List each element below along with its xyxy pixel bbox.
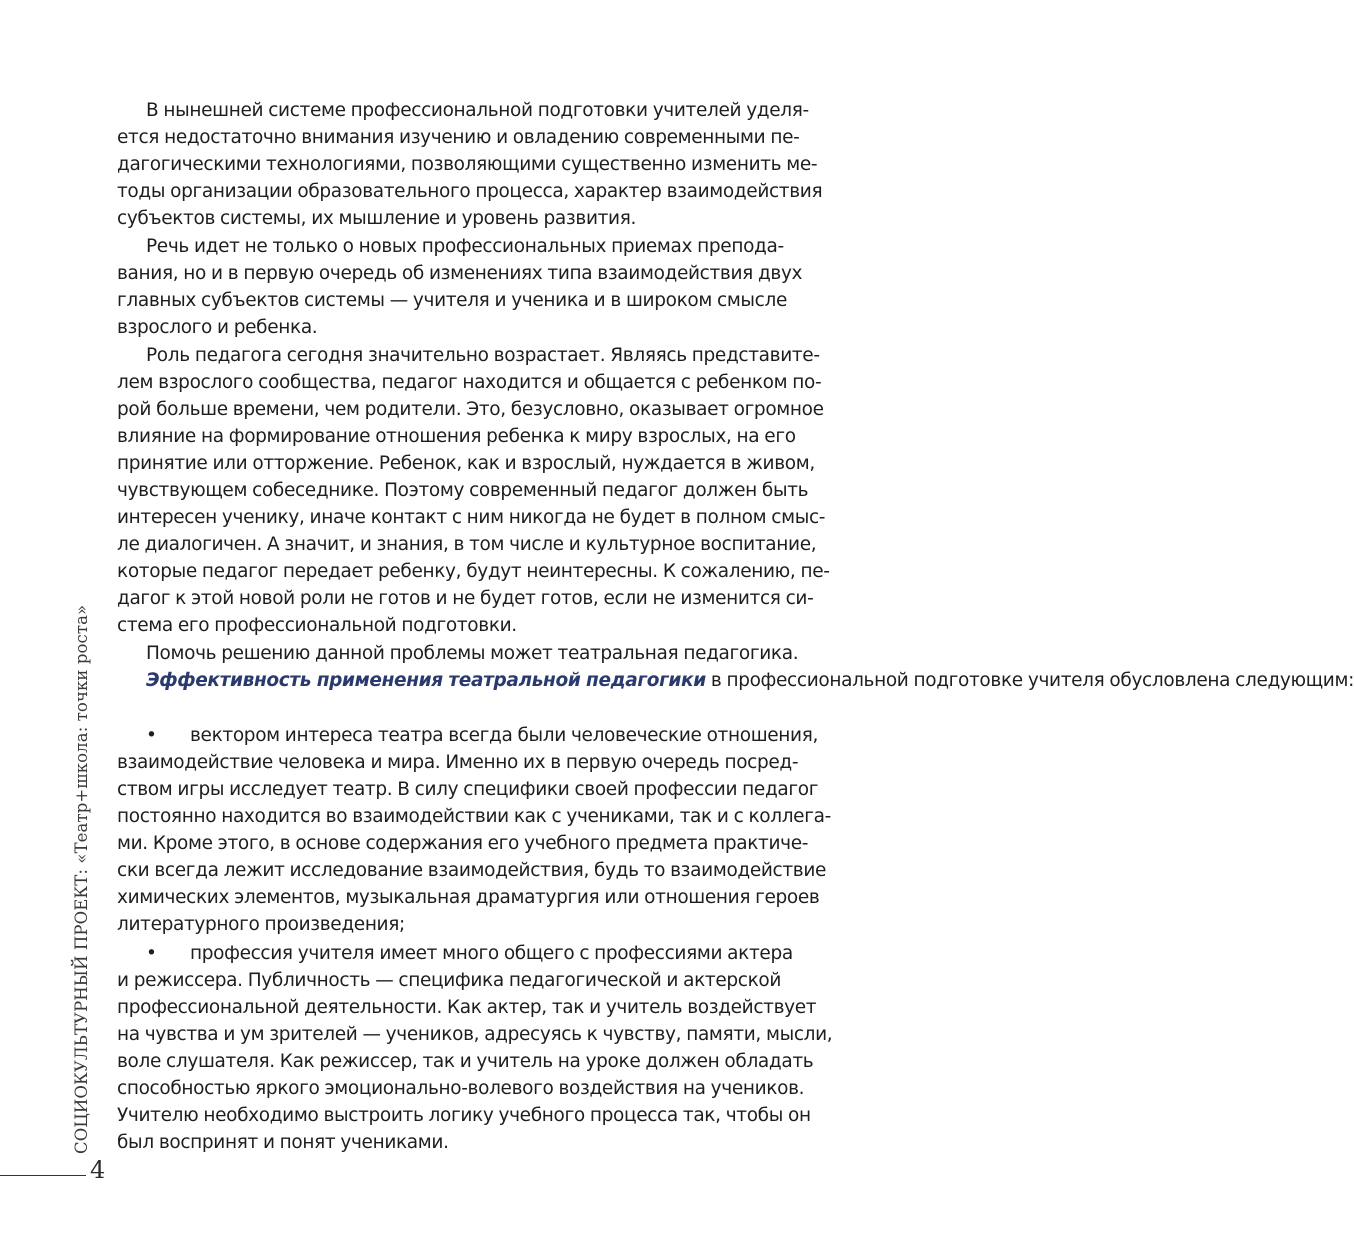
text-line: тоды организации образовательного процесса, характер взаимодействия: [117, 181, 823, 202]
text-line: Речь идет не только о новых профессиональных приемах препода-: [146, 236, 784, 257]
text-line: стема его профессиональной подготовки.: [117, 615, 517, 636]
text-line: был воспринят и понят учениками.: [117, 1132, 449, 1153]
text-line: химических элементов, музыкальная драматургия или отношения героев: [117, 887, 820, 908]
page-number: 4: [90, 1156, 106, 1184]
text-line: интересен ученику, иначе контакт с ним никогда не будет в полном смыс-: [117, 507, 826, 528]
text-line: лем взрослого сообщества, педагог находится и общается с ребенком по-: [117, 372, 822, 393]
text-line: воле слушателя. Как режиссер, так и учитель на уроке должен обладать: [117, 1051, 814, 1072]
text-line: ле диалогичен. А значит, и знания, в том числе и культурное воспитание,: [117, 534, 817, 555]
text-line: Учителю необходимо выстроить логику учебного процесса так, чтобы он: [117, 1105, 811, 1126]
text-line: В нынешней системе профессиональной подготовки учителей уделя-: [146, 100, 809, 121]
text-line: ством игры исследует театр. В силу специфики своей профессии педагог: [117, 779, 819, 800]
text-line: чувствующем собеседнике. Поэтому современный педагог должен быть: [117, 480, 809, 501]
text-line: вания, но и в первую очередь об изменениях типа взаимодействия двух: [117, 263, 803, 284]
emphasis-phrase: Эффективность применения театральной педагогики: [146, 670, 706, 691]
text-line: влияние на формирование отношения ребенка к миру взрослых, на его: [117, 426, 796, 447]
text-line: и режиссера. Публичность — специфика педагогической и актерской: [117, 970, 782, 991]
text-line: субъектов системы, их мышление и уровень развития.: [117, 208, 637, 229]
text-line: взаимодействие человека и мира. Именно их в первую очередь посред-: [117, 752, 799, 773]
text-line: ски всегда лежит исследование взаимодействия, будь то взаимодействие: [117, 860, 827, 881]
footer-rule: [0, 1175, 86, 1176]
text-line: принятие или отторжение. Ребенок, как и взрослый, нуждается в живом,: [117, 453, 815, 474]
text-line: которые педагог передает ребенку, будут неинтересны. К сожалению, пе-: [117, 561, 830, 582]
bullet-marker: •: [146, 725, 157, 746]
text-line: главных субъектов системы — учителя и ученика и в широком смысле: [117, 290, 788, 311]
text-line: взрослого и ребенка.: [117, 317, 318, 338]
text-line: профессия учителя имеет много общего с профессиями актера: [190, 943, 793, 964]
text-line: литературного произведения;: [117, 914, 405, 935]
text-line: Помочь решению данной проблемы может театральная педагогика.: [146, 643, 799, 664]
text-line: [146, 667, 1354, 694]
text-line: профессиональной деятельности. Как актер, так и учитель воздействует: [117, 997, 817, 1018]
text-line: Роль педагога сегодня значительно возрастает. Являясь представите-: [146, 345, 820, 366]
text-line: рой больше времени, чем родители. Это, безусловно, оказывает огромное: [117, 399, 824, 420]
text-line: ется недостаточно внимания изучению и овладению современными пе-: [117, 127, 800, 148]
text-line: дагог к этой новой роли не готов и не будет готов, если не изменится си-: [117, 588, 814, 609]
running-title: СОЦИОКУЛЬТУРНЫЙ ПРОЕКТ: «Театр+школа: точки роста»: [72, 604, 91, 1154]
text-line: на чувства и ум зрителей — учеников, адресуясь к чувству, памяти, мысли,: [117, 1024, 833, 1045]
text-line: способностью яркого эмоционально-волевого воздействия на учеников.: [117, 1078, 805, 1099]
text-line: постоянно находится во взаимодействии как с учениками, так и с коллега-: [117, 806, 831, 827]
text-line: ми. Кроме этого, в основе содержания его учебного предмета практиче-: [117, 833, 809, 854]
text-fragment: в профессиональной подготовке учителя обусловлена следующим:: [705, 670, 1354, 691]
text-line: дагогическими технологиями, позволяющими существенно изменить ме-: [117, 154, 818, 175]
text-line: вектором интереса театра всегда были человеческие отношения,: [190, 725, 819, 746]
bullet-marker: •: [146, 943, 157, 964]
